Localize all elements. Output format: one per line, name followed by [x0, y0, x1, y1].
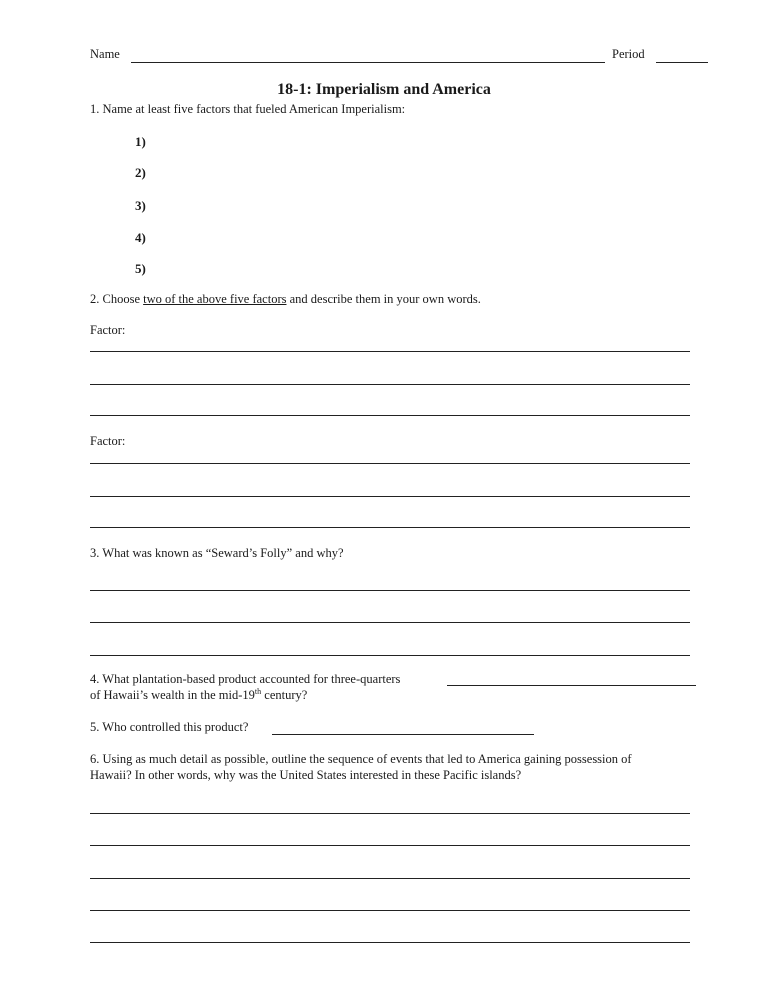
name-field[interactable]: [131, 62, 605, 63]
answer-line[interactable]: [90, 813, 690, 814]
answer-line[interactable]: [90, 878, 690, 879]
question-2-emphasis: two of the above five factors: [143, 292, 287, 306]
question-4-line-2: of Hawaii’s wealth in the mid-19th century?: [90, 686, 308, 702]
answer-line[interactable]: [90, 384, 690, 385]
answer-number-1: 1): [135, 134, 146, 149]
question-6-line-2: Hawaii? In other words, why was the United States interested in these Pacific islands?: [90, 768, 522, 782]
question-4-line-1: 4. What plantation-based product accounted for three-quarters: [90, 672, 401, 686]
period-label: Period: [612, 47, 645, 61]
question-4-answer-line[interactable]: [447, 685, 696, 686]
answer-line[interactable]: [90, 845, 690, 846]
answer-line[interactable]: [90, 463, 690, 464]
answer-line[interactable]: [90, 351, 690, 352]
factor-label-1: Factor:: [90, 323, 126, 337]
question-6-line-1: 6. Using as much detail as possible, outline the sequence of events that led to America gaining possession of: [90, 752, 632, 766]
question-2: 2. Choose two of the above five factors and describe them in your own words.: [90, 292, 481, 306]
answer-number-5: 5): [135, 261, 146, 276]
answer-line[interactable]: [90, 622, 690, 623]
answer-line[interactable]: [90, 496, 690, 497]
period-field[interactable]: [656, 62, 708, 63]
answer-number-4: 4): [135, 230, 146, 245]
page-title: 18-1: Imperialism and America: [277, 81, 491, 98]
answer-line[interactable]: [90, 415, 690, 416]
question-5: 5. Who controlled this product?: [90, 720, 249, 734]
factor-label-2: Factor:: [90, 434, 126, 448]
question-1: 1. Name at least five factors that fueled American Imperialism:: [90, 102, 406, 116]
answer-line[interactable]: [90, 655, 690, 656]
answer-number-2: 2): [135, 165, 146, 180]
answer-line[interactable]: [90, 942, 690, 943]
answer-number-3: 3): [135, 198, 146, 213]
answer-line[interactable]: [90, 590, 690, 591]
question-5-answer-line[interactable]: [272, 734, 534, 735]
question-3: 3. What was known as “Seward’s Folly” and why?: [90, 546, 344, 560]
answer-line[interactable]: [90, 910, 690, 911]
name-label: Name: [90, 47, 120, 61]
answer-line[interactable]: [90, 527, 690, 528]
